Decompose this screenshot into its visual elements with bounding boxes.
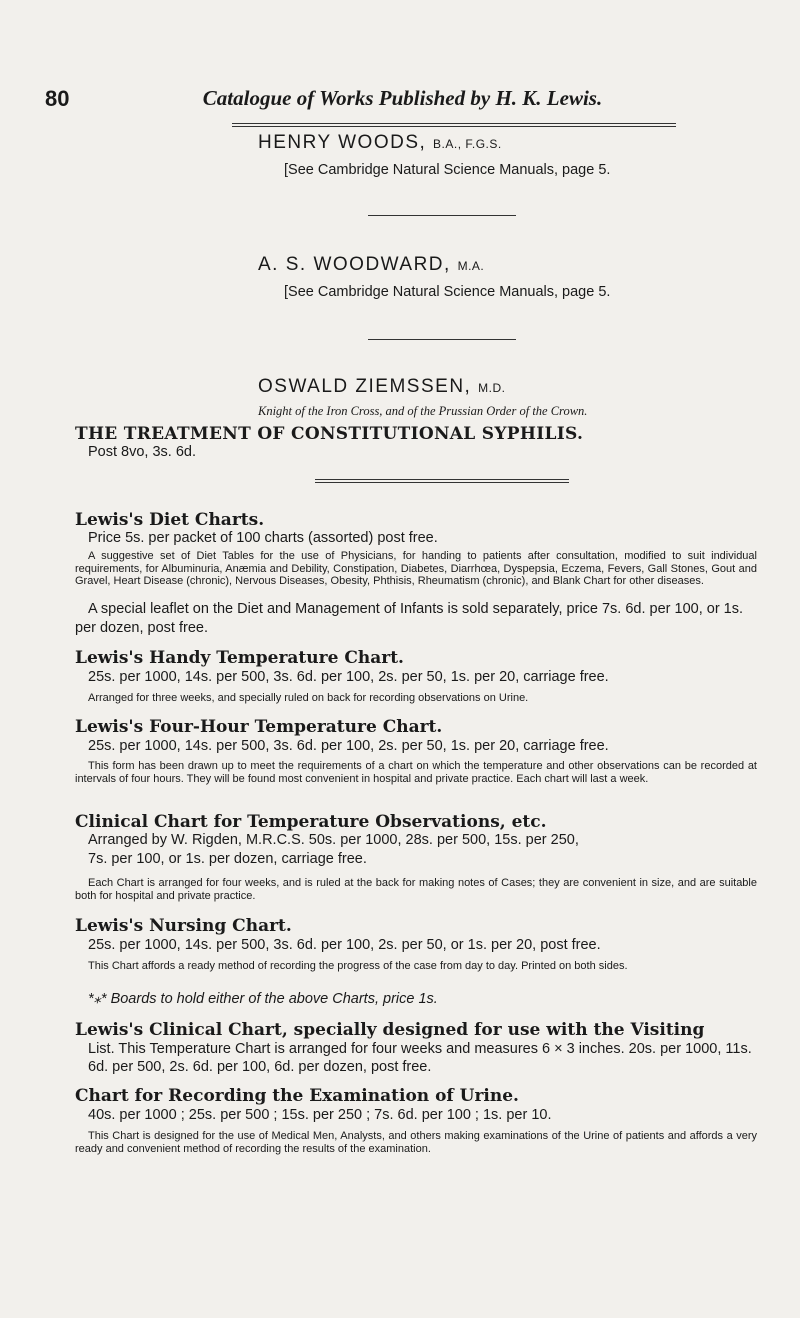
nursing-price: 25s. per 1000, 14s. per 500, 3s. 6d. per 100, 2s. per 50, or 1s. per 20, post free.	[88, 937, 601, 953]
author-name: OSWALD ZIEMSSEN,	[258, 376, 472, 397]
section-rule	[315, 479, 569, 483]
urine-description: This Chart is designed for the use of Medical Men, Analysts, and others making examinations of the Urine of patients and affords a very ready and convenient method of recording the results of the examination.	[75, 1130, 757, 1155]
urine-price: 40s. per 1000 ; 25s. per 500 ; 15s. per 250 ; 7s. 6d. per 100 ; 1s. per 10.	[88, 1107, 552, 1123]
diet-price: Price 5s. per packet of 100 charts (assorted) post free.	[88, 530, 438, 546]
divider	[368, 339, 516, 340]
author-honours: Knight of the Iron Cross, and of the Prussian Order of the Crown.	[258, 404, 588, 418]
item-title-diet-charts: Lewis's Diet Charts.	[75, 510, 265, 530]
diet-description: A suggestive set of Diet Tables for the use of Physicians, for handing to patients after consultation, modified to suit individual requirements, for Albuminuria, Anæmia and Debility, Constipation, Diabetes, Diarrhœa, Dyspepsia, Eczema, Fevers, Gall Stones, Gout and Gravel, Heart Disease (chronic), Nervous Diseases, Obesity, Phthisis, Rheumatism (chronic), and Blank Chart for other diseases.	[75, 550, 757, 588]
nursing-description: This Chart affords a ready method of recording the progress of the case from day to day. Printed on both sides.	[88, 960, 628, 972]
header-rule	[232, 123, 676, 127]
page-header	[45, 86, 760, 116]
nursing-boards-note: *⁎* Boards to hold either of the above Charts, price 1s.	[88, 991, 438, 1007]
xref-woodward: [See Cambridge Natural Science Manuals, page 5.	[284, 284, 611, 300]
author-henry-woods	[258, 132, 502, 154]
author-name: A. S. WOODWARD,	[258, 254, 451, 275]
item-title-four-hour-chart: Lewis's Four-Hour Temperature Chart.	[75, 717, 443, 737]
fourhour-price: 25s. per 1000, 14s. per 500, 3s. 6d. per 100, 2s. per 50, 1s. per 20, carriage free.	[88, 738, 609, 754]
item-title-nursing-chart: Lewis's Nursing Chart.	[75, 916, 292, 936]
xref-woods: [See Cambridge Natural Science Manuals, page 5.	[284, 162, 611, 178]
handy-price: 25s. per 1000, 14s. per 500, 3s. 6d. per 100, 2s. per 50, 1s. per 20, carriage free.	[88, 669, 609, 685]
item-title-handy-temperature-chart: Lewis's Handy Temperature Chart.	[75, 648, 404, 668]
item-title-clinical-chart: Clinical Chart for Temperature Observations, etc.	[75, 812, 547, 832]
author-name: HENRY WOODS,	[258, 132, 427, 153]
visiting-description: List. This Temperature Chart is arranged for four weeks and measures 6 × 3 inches. 20s. per 1000, 11s. 6d. per 500, 2s. 6d. per 100, 6d. per dozen, post free.	[88, 1041, 752, 1075]
visiting-list-entry	[75, 1021, 757, 1076]
clinical-price-line-2: 7s. per 100, or 1s. per dozen, carriage free.	[88, 851, 367, 867]
clinical-price-line-1: Arranged by W. Rigden, M.R.C.S. 50s. per 1000, 28s. per 500, 15s. per 250,	[88, 832, 579, 848]
author-a-s-woodward	[258, 254, 484, 276]
item-title-visiting-chart: Lewis's Clinical Chart, specially designed for use with the Visiting	[75, 1020, 705, 1040]
author-oswald-ziemssen	[258, 376, 505, 398]
running-title: Catalogue of Works Published by H. K. Lewis.	[202, 86, 603, 110]
author-degree: M.A.	[457, 259, 485, 273]
divider	[368, 215, 516, 216]
page-number: 80	[45, 86, 70, 111]
book-format-price: Post 8vo, 3s. 6d.	[88, 444, 197, 460]
author-degree: B.A., F.G.S.	[433, 137, 502, 151]
clinical-description: Each Chart is arranged for four weeks, and is ruled at the back for making notes of Cases; they are convenient in size, and are suitable both for hospital and private practice.	[75, 877, 757, 902]
book-title-syphilis: THE TREATMENT OF CONSTITUTIONAL SYPHILIS.	[75, 424, 584, 444]
handy-description: Arranged for three weeks, and specially ruled on back for recording observations on Urine.	[88, 692, 529, 704]
fourhour-description: This form has been drawn up to meet the requirements of a chart on which the temperature and other observations can be recorded at intervals of four hours. They will be found most convenient in hospital and private practice. Each chart will last a week.	[75, 760, 757, 785]
diet-leaflet: A special leaflet on the Diet and Management of Infants is sold separately, price 7s. 6d. per 100, or 1s. per dozen, post free.	[75, 601, 744, 636]
item-title-urine-chart: Chart for Recording the Examination of Urine.	[75, 1086, 519, 1106]
author-degree: M.D.	[478, 381, 506, 395]
